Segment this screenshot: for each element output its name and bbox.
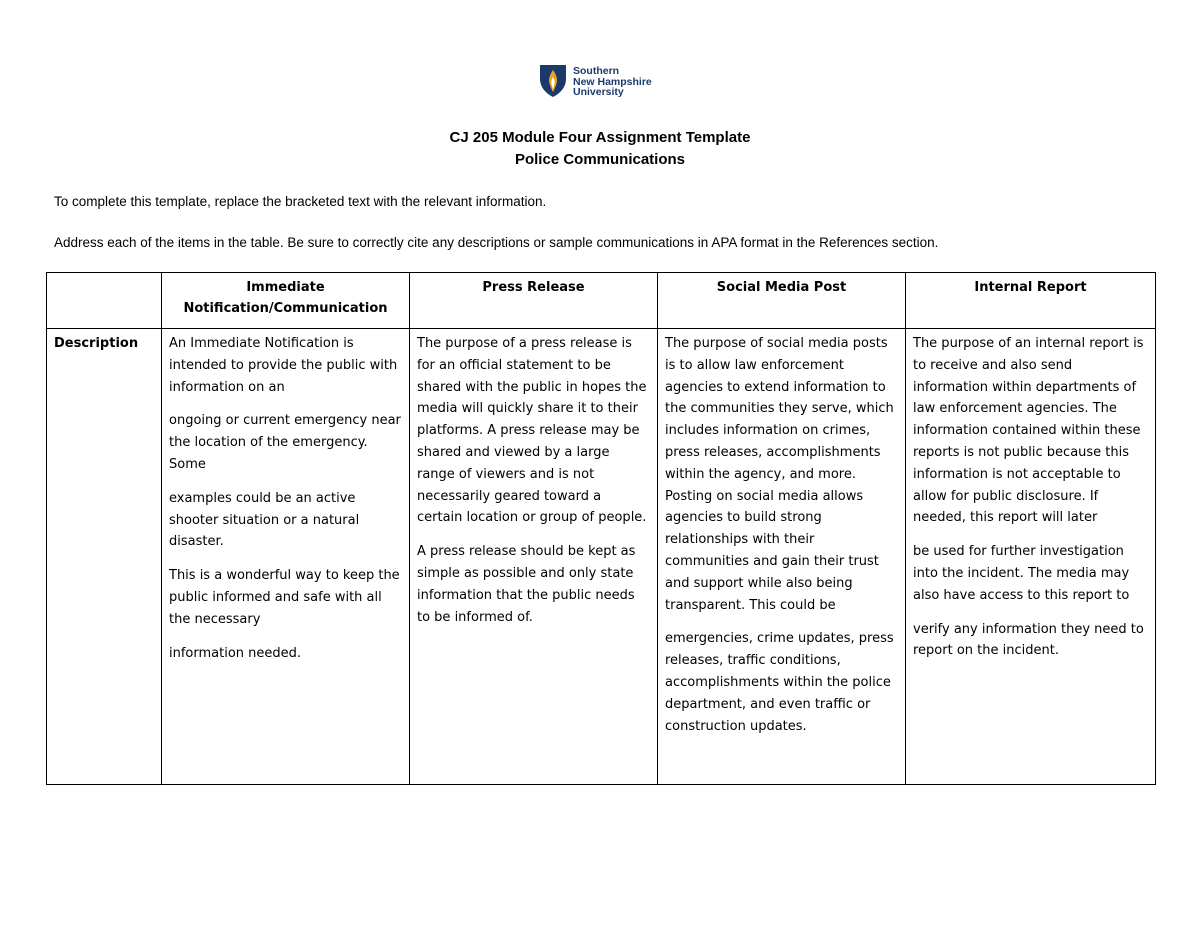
cell-paragraph: The purpose of social media posts is to allow law enforcement agencies to extend information to the communities they serve, which includes information on crimes, press releases, accomplishments within the agency, and more. Posting on social media allows agencies to build strong relationships with their communities and gain their trust and support while also being transparent. This could be: [665, 336, 894, 613]
cell-paragraph: This is a wonderful way to keep the public informed and safe with all the necessary: [169, 568, 400, 627]
shield-flame-icon: [539, 64, 567, 98]
cell-paragraph: information needed.: [169, 645, 302, 661]
communications-table: [46, 272, 1156, 785]
cell-paragraph: verify any information they need to report on the incident.: [913, 621, 1144, 659]
cell-press-description: [410, 329, 658, 785]
cell-paragraph: ongoing or current emergency near the location of the emergency. Some: [169, 413, 401, 472]
header-empty-cell: [47, 273, 162, 329]
header-press-release: Press Release: [410, 273, 658, 329]
cell-paragraph: The purpose of an internal report is to receive and also send information within departments of law enforcement agencies. The information contained within these reports is not public because this information is not acceptable to allow for public disclosure. If needed, this report will later: [913, 336, 1144, 526]
cell-paragraph: A press release should be kept as simple as possible and only state information that the public needs to be informed of.: [417, 544, 636, 625]
logo-line-1: Southern: [573, 65, 620, 77]
table-header-row: [47, 273, 1156, 329]
title-line-2: Police Communications: [514, 151, 686, 168]
university-logo: [539, 64, 652, 98]
logo-wordmark: [573, 66, 652, 98]
cell-social-description: [658, 329, 906, 785]
cell-paragraph: be used for further investigation into the incident. The media may also have access to this report to: [913, 544, 1130, 603]
title-line-1: CJ 205 Module Four Assignment Template: [449, 129, 751, 146]
table-row-description: [47, 329, 1156, 785]
cell-internal-description: [906, 329, 1156, 785]
cell-paragraph: examples could be an active shooter situation or a natural disaster.: [169, 490, 360, 550]
header-immediate-line-1: Immediate: [246, 280, 325, 295]
cell-paragraph: emergencies, crime updates, press releases, traffic conditions, accomplishments within the police department, and even traffic or construction updates.: [665, 631, 894, 734]
logo-line-3: University: [573, 86, 624, 98]
header-immediate-notification: [162, 273, 410, 329]
header-social-media-post: Social Media Post: [658, 273, 906, 329]
logo-line-2: New Hampshire: [573, 75, 652, 88]
instruction-text-1: To complete this template, replace the bracketed text with the relevant information.: [54, 194, 547, 209]
cell-immediate-description: [162, 329, 410, 785]
cell-paragraph: The purpose of a press release is for an official statement to be shared with the public in hopes the media will quickly share it to their platforms. A press release may be shared and viewed by a large range of viewers and is not necessarily geared toward a certain location or group of people.: [417, 336, 647, 526]
row-label-description: Description: [47, 329, 162, 785]
document-title: [0, 127, 1200, 171]
header-immediate-line-2: Notification/Communication: [183, 301, 388, 316]
cell-paragraph: An Immediate Notification is intended to provide the public with information on an: [169, 336, 398, 395]
header-internal-report: Internal Report: [906, 273, 1156, 329]
instruction-text-2: Address each of the items in the table. Be sure to correctly cite any descriptions or sample communications in APA format in the References section.: [54, 235, 939, 250]
